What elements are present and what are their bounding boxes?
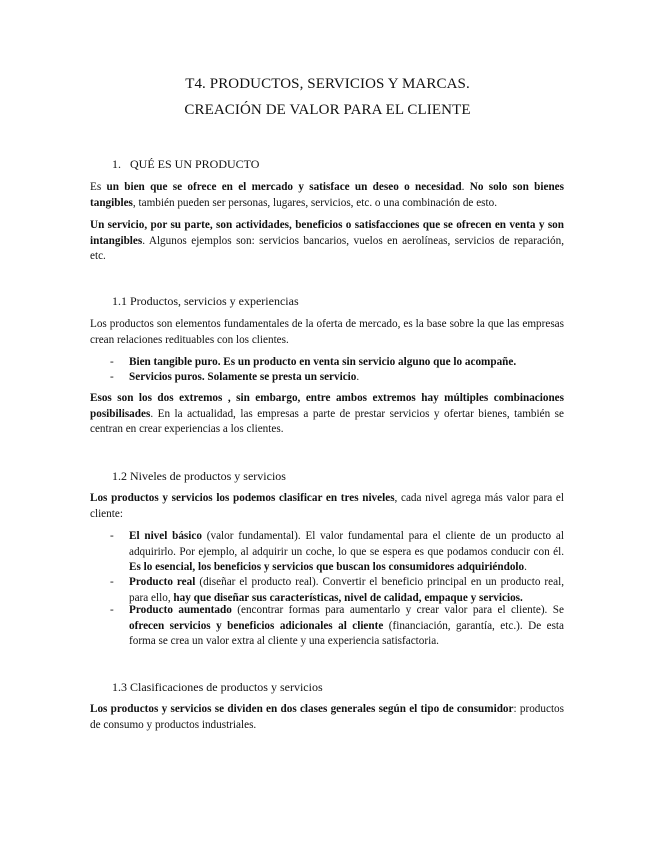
section-1-3-paragraph-1: Los productos y servicios se dividen en dos clases generales según el tipo de consumidor: productos de consumo y productos industriales. <box>90 703 565 731</box>
section-1-paragraph-1: Es un bien que se ofrece en el mercado y satisface un deseo o necesidad. No solo son bienes tangibles, también pueden ser personas, lugares, servicios, etc. o una combinación de esto. <box>90 181 564 209</box>
document-title-line-2: CREACIÓN DE VALOR PARA EL CLIENTE <box>184 102 471 118</box>
section-1-1-paragraph-1: Los productos son elementos fundamentales de la oferta de mercado, es la base sobre la que las empresas crean relaciones redituables con los clientes. <box>90 318 564 346</box>
section-1-1-heading: 1.1 Productos, servicios y experiencias <box>112 294 299 308</box>
section-1-3-heading: 1.3 Clasificaciones de productos y servicios <box>112 680 323 694</box>
document-title-line-1: T4. PRODUCTOS, SERVICIOS Y MARCAS. <box>185 76 470 92</box>
section-1-paragraph-2: Un servicio, por su parte, son actividades, beneficios o satisfacciones que se ofrecen en venta y son intangibles. Algunos ejemplos son: servicios bancarios, vuelos en aerolíneas, servicios de reparación, etc. <box>90 219 564 263</box>
section-1-2-heading: 1.2 Niveles de productos y servicios <box>112 469 286 483</box>
section-1-1-paragraph-2: Esos son los dos extremos , sin embargo, entre ambos extremos hay múltiples combinaciones posibilisades. En la actualidad, las empresas a parte de prestar servicios y ofertar bienes, también se centran en crear experiencias a los clientes. <box>90 392 564 436</box>
document-page: T4. PRODUCTOS, SERVICIOS Y MARCAS. CREACIÓN DE VALOR PARA EL CLIENTE 1. QUÉ ES UN PRODUCTO Es un bien que se ofrece en el mercado y satisface un deseo o necesidad. No solo son bienes tangibles, también pueden ser personas, lugares, servicios, etc. o una combinación de esto. Un servicio, por su parte, son actividades, beneficios o satisfacciones que se ofrecen en venta y son intangibles. Algunos ejemplos son: servicios bancarios, vuelos en aerolíneas, servicios de reparación, etc. 1.1 Productos, servicios y experiencias Los productos son elementos fundamentales de la oferta de mercado, es la base sobre la que las empresas crean relaciones redituables con los clientes. - Bien tangible puro. Es un producto en venta sin servicio alguno que lo acompañe. - Servicios puros. Solamente se presta un servicio. Esos son los dos extremos , sin embargo, entre ambos extremos hay múltiples combinaciones posibilisades. En la actualidad, las empresas a parte de prestar servicios y ofertar bienes, también se centran en crear experiencias a los clientes. 1.2 Niveles de productos y servicios Los productos y servicios los podemos clasificar en tres niveles, cada nivel agrega más valor para el cliente: - El nivel básico (valor fundamental). El valor fundamental para el cliente de un producto al adquirirlo. Por ejemplo, al adquirir un coche, lo que se espera es que podamos conducir con él. Es lo esencial, los beneficios y servicios que buscan los consumidores adquiriéndolo. - Producto real (diseñar el producto real). Convertir el beneficio principal en un producto real, para ello, hay que diseñar sus características, nivel de calidad, empaque y servicios. - Producto aumentado (encontrar formas para aumentarlo y crear valor para el cliente). Se ofrecen servicios y beneficios adicionales al cliente (financiación, garantía, etc.). De esta forma se crea un valor extra al cliente y una experiencia satisfactoria. 1.3 Clasificaciones de productos y servicios Los productos y servicios se dividen en dos clases generales según el tipo de consumidor: productos de consumo y productos industriales. <box>0 0 655 848</box>
section-1-heading: QUÉ ES UN PRODUCTO <box>130 157 260 171</box>
section-1-number: 1. <box>112 157 121 171</box>
section-1-2-paragraph-1: Los productos y servicios los podemos clasificar en tres niveles, cada nivel agrega más valor para el cliente: <box>90 492 564 520</box>
